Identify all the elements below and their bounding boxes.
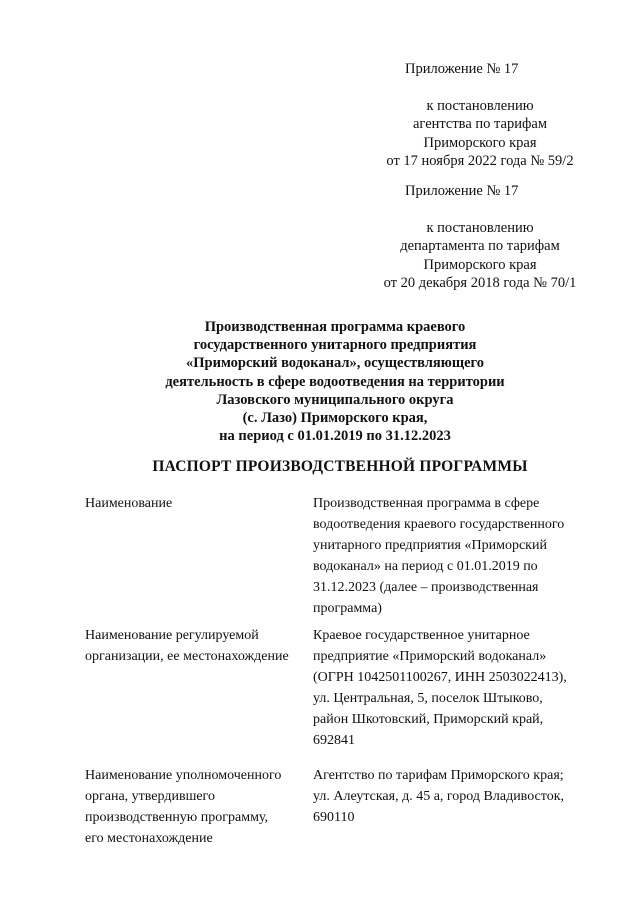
row-value-line: (ОГРН 1042501100267, ИНН 2503022413), <box>313 670 567 685</box>
row-value-line: ул. Центральная, 5, поселок Штыково, <box>313 691 543 706</box>
row-value-line: район Шкотовский, Приморский край, <box>313 712 544 727</box>
row-value-line: 692841 <box>313 733 355 748</box>
program-title <box>110 318 560 445</box>
appendix-block-current <box>350 60 610 171</box>
row-label-line: его местонахождение <box>85 831 213 846</box>
row-value-line: Агентство по тарифам Приморского края; <box>313 768 564 783</box>
row-label <box>85 493 310 514</box>
row-value-line: Краевое государственное унитарное <box>313 628 530 643</box>
row-value-line: водоканал» на период с 01.01.2019 по <box>313 559 538 574</box>
row-value <box>313 765 613 828</box>
row-label-line: Наименование <box>85 496 173 511</box>
row-value-line: программа) <box>313 601 382 616</box>
row-label <box>85 765 310 849</box>
row-label-line: производственную программу, <box>85 810 269 825</box>
row-label-line: органа, утвердившего <box>85 789 215 804</box>
program-title-line: «Приморский водоканал», осуществляющего <box>186 355 484 372</box>
appendix-line: от 20 декабря 2018 года № 70/1 <box>383 275 577 291</box>
appendix-line: агентства по тарифам <box>413 116 547 132</box>
row-value <box>313 493 613 619</box>
appendix-title: Приложение № 17 <box>405 61 519 77</box>
row-value-line: унитарного предприятия «Приморский <box>313 538 547 553</box>
row-label-line: Наименование уполномоченного <box>85 768 282 783</box>
row-value-line: 690110 <box>313 810 355 825</box>
program-title-line: Производственная программа краевого <box>204 319 466 335</box>
program-title-line: деятельность в сфере водоотведения на территории <box>165 373 505 390</box>
appendix-line: департамента по тарифам <box>400 238 560 254</box>
appendix-title: Приложение № 17 <box>405 183 519 199</box>
passport-heading: ПАСПОРТ ПРОИЗВОДСТВЕННОЙ ПРОГРАММЫ <box>152 458 528 475</box>
appendix-line: к постановлению <box>426 219 534 236</box>
appendix-line: от 17 ноября 2022 года № 59/2 <box>386 153 574 169</box>
program-title-line: на период с 01.01.2019 по 31.12.2023 <box>219 428 451 445</box>
row-value <box>313 625 613 751</box>
row-label <box>85 625 310 667</box>
row-label-line: Наименование регулируемой <box>85 628 259 643</box>
appendix-line: Приморского края <box>423 134 537 151</box>
row-value-line: ул. Алеутская, д. 45 а, город Владивосток, <box>313 789 564 804</box>
appendix-line: Приморского края <box>423 256 537 273</box>
program-title-line: государственного унитарного предприятия <box>193 337 477 354</box>
row-value-line: предприятие «Приморский водоканал» <box>313 649 547 664</box>
row-value-line: водоотведения краевого государственного <box>313 517 565 532</box>
row-label-line: организации, ее местонахождение <box>85 649 289 664</box>
program-title-line: Лазовского муниципального округа <box>216 391 454 408</box>
row-value-line: Производственная программа в сфере <box>313 496 540 511</box>
appendix-line: к постановлению <box>426 97 534 114</box>
row-value-line: 31.12.2023 (далее – производственная <box>313 580 539 595</box>
program-title-line: (с. Лазо) Приморского края, <box>242 410 428 427</box>
appendix-block-original <box>350 182 610 293</box>
